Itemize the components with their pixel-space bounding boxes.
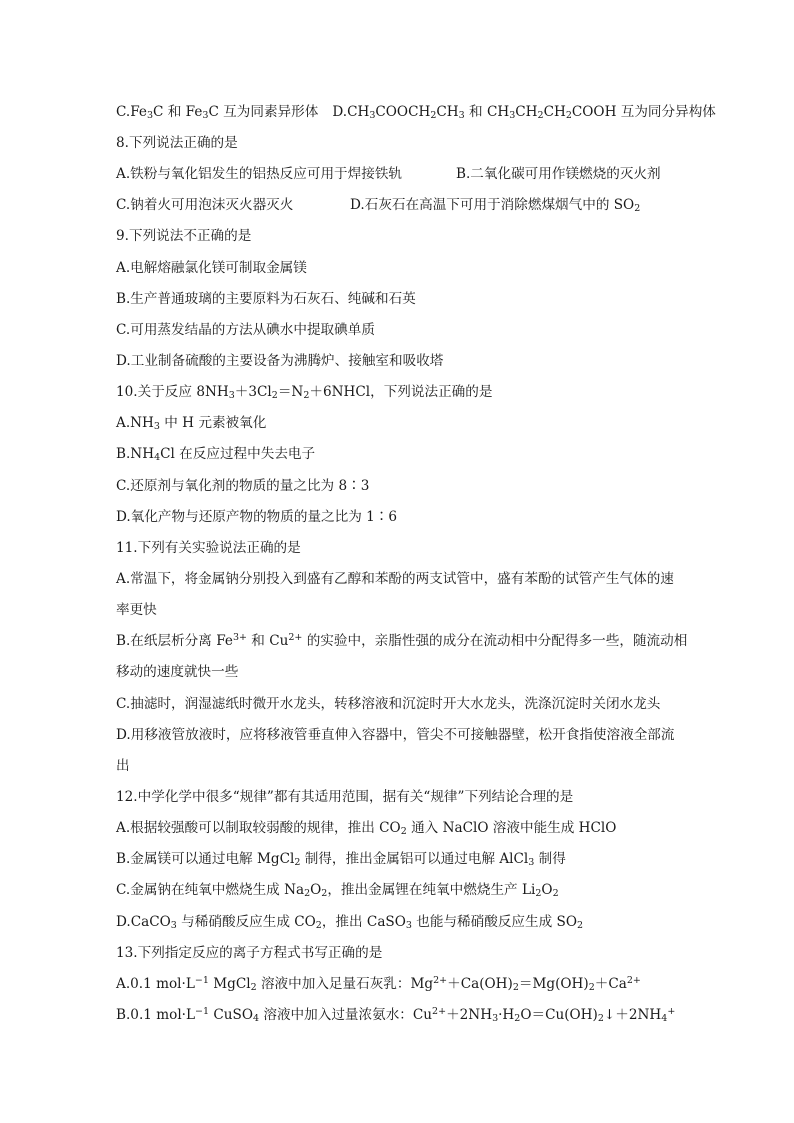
q12-option-c: C.金属钠在纯氧中燃烧生成 $Na_2O_2$，推出金属锂在纯氧中燃烧生产 $Li_2O_2$	[116, 882, 559, 899]
q13-option-b: B.0.1 $mol\cdot L^{-1}$ CuSO$_4$ 溶液中加入过量浓氨水：$Cu^{2+}+2NH_3\cdot H_2O=Cu(OH)_2↓+2NH_4^+$	[116, 1006, 676, 1024]
q10-option-a: $A.NH_3$ 中 H 元素被氧化	[116, 415, 267, 432]
q11-option-d-line2: 出	[116, 758, 130, 774]
q13-option-a: A.0.1 $mol\cdot L^{-1}$ MgCl$_2$ 溶液中加入足量石灰乳：$Mg^{2+}+Ca(OH)_2=Mg(OH)_2+Ca^{2+}$	[116, 975, 641, 993]
q11-option-b-line1: B.在纸层析分离 $Fe^{3+}$ 和 $Cu^{2+}$ 的实验中，亲脂性强的成分在流动相中分配得多一些，随流动相	[116, 632, 688, 649]
q10-stem: 10.关于反应 $8NH_3+3Cl_2=N_2+6NHCl$，下列说法正确的是	[116, 384, 493, 401]
q8-stem: 8.下列说法正确的是	[116, 135, 238, 151]
q11-option-b-line2: 移动的速度就快一些	[116, 664, 239, 680]
q10-option-c: C.还原剂与氧化剂的物质的量之比为 8∶3	[116, 478, 370, 494]
q9-stem: 9.下列说法不正确的是	[116, 228, 252, 244]
q10-option-d: D.氧化产物与还原产物的物质的量之比为 1∶6	[116, 509, 398, 525]
q9-option-a: A.电解熔融氯化镁可制取金属镁	[116, 260, 307, 276]
q11-option-a-line2: 率更快	[116, 602, 157, 618]
q8-option-d: D.石灰石在高温下可用于消除燃煤烟气中的 $SO_2$	[350, 197, 641, 214]
q12-option-a: A.根据较强酸可以制取较弱酸的规律，推出 $CO_2$ 通入 NaClO 溶液中能生成 HClO	[116, 820, 617, 837]
q12-stem: 12.中学化学中很多“规律”都有其适用范围，据有关“规律”下列结论合理的是	[116, 789, 574, 805]
q10-option-b: $B.NH_4Cl$ 在反应过程中失去电子	[116, 446, 316, 463]
q8-option-b: B.二氧化碳可用作镁燃烧的灭火剂	[456, 166, 661, 182]
q9-option-d: D.工业制备硫酸的主要设备为沸腾炉、接触室和吸收塔	[116, 353, 444, 369]
q11-option-d-line1: D.用移液管放液时，应将移液管垂直伸入容器中，管尖不可接触器壁，松开食指使溶液全部流	[116, 727, 675, 743]
q12-option-d: D.CaCO$_3$ 与稀硝酸反应生成 $CO_2$，推出 CaSO$_3$ 也能与稀硝酸反应生成 $SO_2$	[116, 914, 584, 931]
q11-stem: 11.下列有关实验说法正确的是	[116, 540, 301, 556]
q8-option-a: A.铁粉与氧化铝发生的铝热反应可用于焊接铁轨	[116, 166, 403, 182]
q11-option-c: C.抽滤时，润湿滤纸时微开水龙头，转移溶液和沉淀时开大水龙头，洗涤沉淀时关闭水龙头	[116, 696, 661, 712]
q11-option-a-line1: A.常温下，将金属钠分别投入到盛有乙醇和苯酚的两支试管中，盛有苯酚的试管产生气体的速	[116, 571, 674, 587]
q9-option-c: C.可用蒸发结晶的方法从碘水中提取碘单质	[116, 322, 375, 338]
q12-option-b: B.金属镁可以通过电解 MgCl$_2$ 制得，推出金属铝可以通过电解 AlCl$_3$ 制得	[116, 851, 566, 868]
q7-options-cd: $C.Fe_3C$ 和 $Fe_3C$ 互为同素异形体 $D.CH_3COOCH_2CH_3$ 和 $CH_3CH_2CH_2COOH$ 互为同分异构体	[116, 104, 716, 121]
q13-stem: 13.下列指定反应的离子方程式书写正确的是	[116, 945, 383, 961]
q8-option-c: C.钠着火可用泡沫灭火器灭火	[116, 197, 294, 213]
q9-option-b: B.生产普通玻璃的主要原料为石灰石、纯碱和石英	[116, 291, 416, 307]
